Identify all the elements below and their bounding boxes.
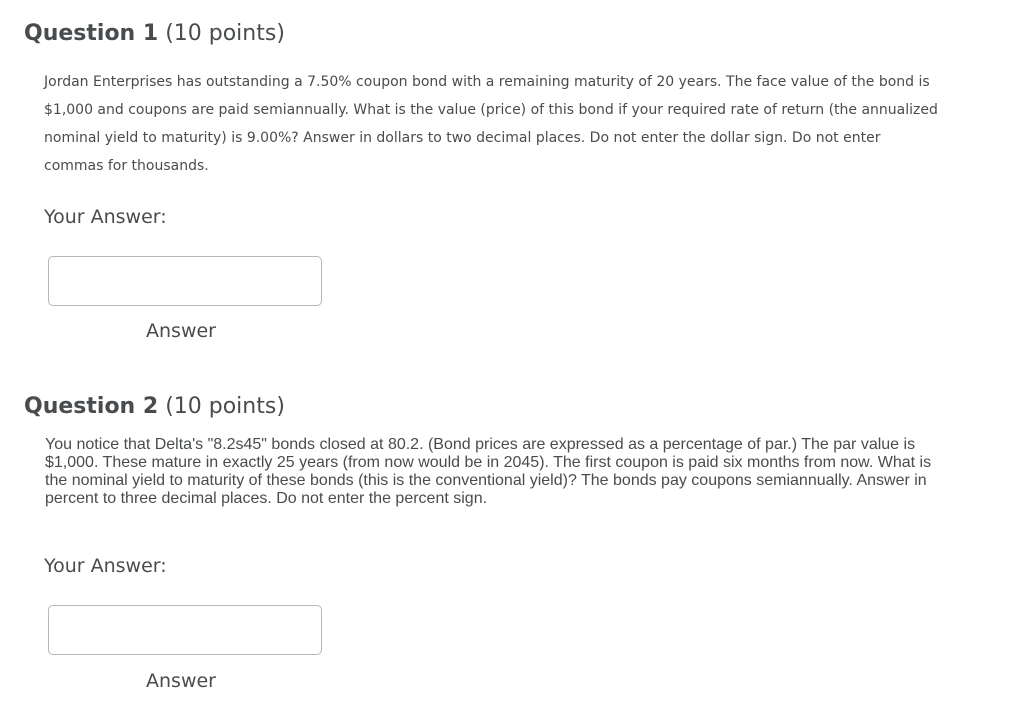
- question-2-your-answer-label: Your Answer:: [44, 555, 167, 577]
- question-1-text: Jordan Enterprises has outstanding a 7.50% coupon bond with a remaining maturity of 20 years. The face value of the bond is $1,000 and coupons are paid semiannually. What is the value (price) of this bond if your required rate of return (the annualized nominal yield to maturity) is 9.00%? Answer in dollars to two decimal places. Do not enter the dollar sign. Do not enter commas for thousands.: [44, 74, 938, 174]
- question-2-answer-label: Answer: [146, 670, 216, 692]
- question-2-points: (10 points): [165, 394, 285, 419]
- question-2-answer-input[interactable]: [48, 605, 322, 655]
- question-1-heading: [24, 20, 285, 48]
- question-2-number: Question 2: [24, 394, 159, 419]
- question-2-heading: [24, 393, 285, 421]
- question-1-your-answer-label: Your Answer:: [44, 206, 167, 228]
- question-1-answer-input[interactable]: [48, 256, 322, 306]
- question-2-text: You notice that Delta's "8.2s45" bonds closed at 80.2. (Bond prices are expressed as a percentage of par.) The par value is $1,000. These mature in exactly 25 years (from now would be in 2045). The first coupon is paid six months from now. What is the nominal yield to maturity of these bonds (this is the conventional yield)? The bonds pay coupons semiannually. Answer in percent to three decimal places. Do not enter the percent sign.: [45, 436, 932, 507]
- question-1-number: Question 1: [24, 21, 159, 46]
- question-1-answer-label: Answer: [146, 320, 216, 342]
- question-1-points: (10 points): [165, 21, 285, 46]
